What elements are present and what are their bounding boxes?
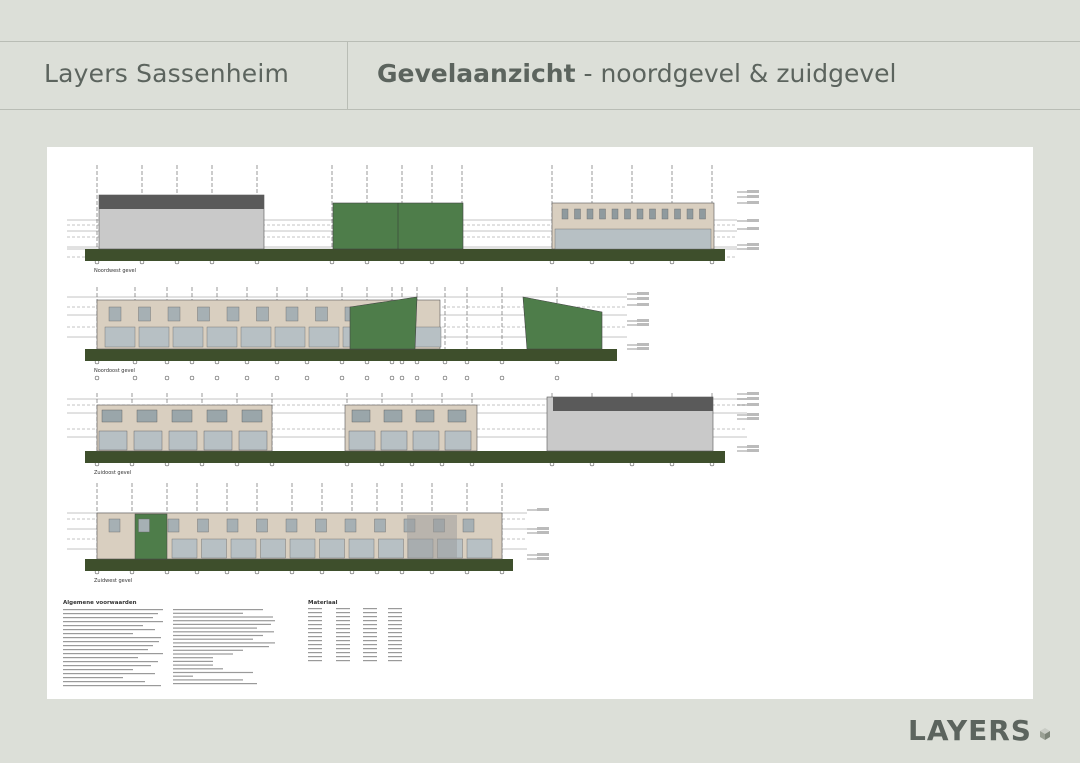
legend-text-cell [336,648,350,649]
legend-text-cell [336,628,350,629]
legend-text-cell [363,628,377,629]
shadow-area [407,515,457,559]
window [286,307,298,321]
window [675,209,681,219]
window [204,431,232,450]
notes-text-line [173,672,253,673]
grid-axis-bubble [365,376,369,380]
notes-text-line [63,661,158,662]
level-tag [747,413,759,416]
grid-axis-bubble [500,376,504,380]
window [575,209,581,219]
window [612,209,618,219]
ground-floor-glazing [555,229,711,249]
legend-text-cell [388,636,402,637]
window [700,209,706,219]
grid-axis-bubble [95,376,99,380]
notes-text-line [173,624,271,625]
window [309,327,339,347]
legend-text-cell [308,636,322,637]
legend-text-cell [388,648,402,649]
legend-text-cell [336,608,350,609]
notes-text-line [63,629,155,630]
window [198,519,209,532]
grid-axis-bubble [443,376,447,380]
window [109,519,120,532]
notes-text-line [63,609,163,610]
grid-axis-bubble [275,376,279,380]
notes-text-line [173,650,243,651]
grid-axis-bubble [390,376,394,380]
grid-axis-bubble [133,376,137,380]
window [173,327,203,347]
window [286,519,297,532]
legend-text-cell [308,648,322,649]
legend-text-cell [388,644,402,645]
legend-text-cell [388,632,402,633]
header-divider [347,42,348,109]
window [375,519,386,532]
legend-text-cell [363,644,377,645]
window [463,519,474,532]
notes-text-line [173,631,274,632]
level-tag [537,527,549,530]
window [257,519,268,532]
grid-axis-bubble [415,376,419,380]
level-tag [747,227,759,230]
notes-text-line [63,617,153,618]
window [172,410,192,422]
notes-text-line [173,657,213,658]
window [320,539,345,558]
legend-text-cell [336,612,350,613]
grid-axis-bubble [190,376,194,380]
level-tag [537,531,549,534]
legend-text-cell [388,652,402,653]
layers-logo: LAYERS [908,714,1032,747]
notes-text-line [173,676,193,677]
window [345,519,356,532]
notes-text-line [63,677,123,678]
legend-text-cell [363,636,377,637]
legend-text-cell [336,624,350,625]
window [172,539,197,558]
notes-text-line [63,633,133,634]
legend-text-cell [363,624,377,625]
legend-text-cell [336,636,350,637]
ground-strip [85,349,617,361]
notes-text-line [173,668,223,669]
window [384,410,402,422]
legend-text-cell [363,648,377,649]
window [227,307,239,321]
window [105,327,135,347]
level-tag [747,397,759,400]
window [241,327,271,347]
legend-text-cell [308,660,322,661]
legend-text-cell [308,608,322,609]
legend-text-cell [363,620,377,621]
notes-text-line [173,661,213,662]
grid-axis-bubble [245,376,249,380]
notes-title: Algemene voorwaarden [63,600,137,606]
grid-axis-bubble [400,376,404,380]
legend-text-cell [308,644,322,645]
level-tag [537,557,549,560]
legend-text-cell [388,620,402,621]
roof-band [99,195,264,209]
logo-mark-icon [1040,728,1050,740]
notes-text-line [63,645,153,646]
window [662,209,668,219]
legend-text-cell [388,608,402,609]
window [416,410,434,422]
legend-text-cell [363,612,377,613]
level-tag [747,195,759,198]
elevation-label-zuidoost: Zuidoost gevel [94,470,132,476]
grid-axis-bubble [305,376,309,380]
ground-strip [85,249,725,261]
notes-text-line [63,665,151,666]
legend-text-cell [336,632,350,633]
notes-text-line [63,673,155,674]
window [562,209,568,219]
level-tag [747,417,759,420]
level-tag [747,201,759,204]
window [413,431,439,450]
level-tag [537,553,549,556]
green-wall [523,297,602,349]
ground-strip [85,559,513,571]
notes-text-line [63,621,163,622]
elevation-label-noordwest: Noordwest gevel [94,268,136,274]
legend-text-cell [308,628,322,629]
window [448,410,466,422]
window [198,307,210,321]
level-tag [747,392,759,395]
window [275,327,305,347]
window [168,519,179,532]
notes-text-line [173,613,243,614]
notes-text-line [173,653,233,654]
notes-text-line [173,609,263,610]
legend-text-cell [363,656,377,657]
legend-text-cell [308,656,322,657]
legend-text-cell [363,660,377,661]
legend-text-cell [308,632,322,633]
legend-text-cell [336,656,350,657]
window [139,307,151,321]
notes-text-line [63,649,148,650]
elevation-label-noordoost: Noordoost gevel [94,368,135,374]
notes-text-line [173,642,275,643]
level-tag [747,219,759,222]
legend-text-cell [308,652,322,653]
window [109,307,121,321]
page-title-rest: - noordgevel & zuidgevel [575,59,897,88]
level-tag [747,445,759,448]
notes-text-line [173,683,257,684]
legend-text-cell [363,608,377,609]
window [242,410,262,422]
notes-text-line [173,620,275,621]
grid-axis-bubble [555,376,559,380]
notes-text-line [63,685,161,686]
window [102,410,122,422]
window [650,209,656,219]
notes-text-line [63,625,143,626]
legend-text-cell [308,616,322,617]
legend-text-cell [336,652,350,653]
window [207,327,237,347]
notes-text-line [63,613,158,614]
legend-text-cell [388,612,402,613]
notes-block [63,600,783,692]
grid-axis-bubble [215,376,219,380]
window [349,431,375,450]
notes-text-line [63,641,159,642]
level-tag [637,343,649,346]
window [379,539,404,558]
window [168,307,180,321]
legend-text-cell [388,640,402,641]
window [169,431,197,450]
notes-text-line [173,665,213,666]
legend-text-cell [363,652,377,653]
legend-text-cell [308,612,322,613]
notes-text-line [63,657,138,658]
window [625,209,631,219]
legend-text-cell [336,616,350,617]
window [445,431,471,450]
legend-text-cell [336,620,350,621]
notes-text-line [63,637,161,638]
level-tag [637,347,649,350]
legend-text-cell [388,656,402,657]
notes-text-line [173,679,243,680]
window [134,431,162,450]
grid-axis-bubble [165,376,169,380]
window [137,410,157,422]
legend-text-cell [336,640,350,641]
window [637,209,643,219]
header-bar [0,41,1080,110]
window [257,307,269,321]
window [139,327,169,347]
notes-text-line [63,669,133,670]
legend-text-cell [308,620,322,621]
window [231,539,256,558]
level-tag [637,303,649,306]
level-tag [637,319,649,322]
level-tag [747,190,759,193]
grid-axis-bubble [340,376,344,380]
window [99,431,127,450]
level-tag [637,297,649,300]
window [239,431,267,450]
notes-text-line [173,635,263,636]
window [290,539,315,558]
legend-text-cell [363,616,377,617]
legend-text-cell [388,660,402,661]
page-title-bold: Gevelaanzicht [377,59,576,88]
window [261,539,286,558]
notes-text-line [173,628,257,629]
drawing-sheet [47,147,1033,699]
window [381,431,407,450]
legend-text-cell [363,632,377,633]
elevation-label-zuidwest: Zuidwest gevel [94,578,133,584]
legend-title: Materiaal [308,600,338,606]
window [349,539,374,558]
window [316,307,328,321]
notes-text-line [63,653,163,654]
window [587,209,593,219]
project-title: Layers Sassenheim [44,59,290,88]
notes-text-lines [63,600,783,692]
notes-text-line [173,616,273,617]
notes-text-line [173,639,253,640]
notes-text-line [173,646,269,647]
window [202,539,227,558]
legend-text-cell [388,628,402,629]
window [316,519,327,532]
window [467,539,492,558]
window [352,410,370,422]
window [687,209,693,219]
level-tag [747,247,759,250]
window [139,519,150,532]
level-tag [637,292,649,295]
window [207,410,227,422]
page-title [377,59,897,88]
legend-text-cell [336,644,350,645]
level-tag [747,403,759,406]
level-tag [537,508,549,511]
legend-text-cell [388,616,402,617]
grid-axis-bubble [465,376,469,380]
legend-text-cell [308,624,322,625]
level-tag [747,243,759,246]
level-tag [637,323,649,326]
legend-text-cell [363,640,377,641]
window [600,209,606,219]
legend-text-cell [388,624,402,625]
level-tag [747,449,759,452]
roof-band [553,397,713,411]
notes-text-line [63,681,145,682]
ground-strip [85,451,725,463]
legend-text-cell [308,640,322,641]
window [227,519,238,532]
legend-text-cell [336,660,350,661]
